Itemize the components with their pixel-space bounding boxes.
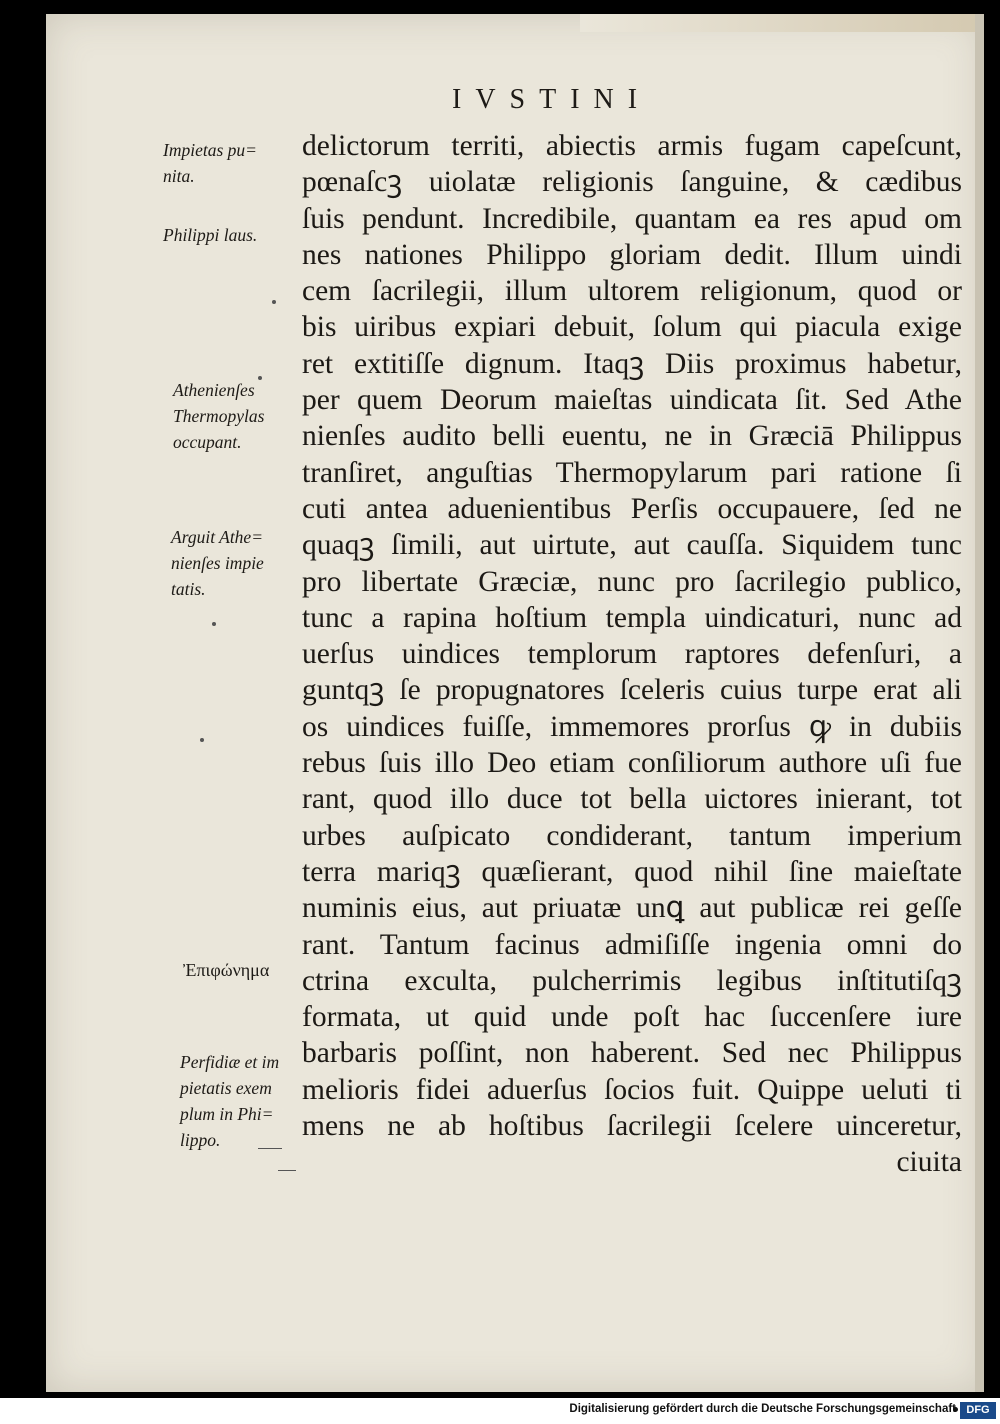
text-line: cem ſacrilegii, illum ultorem religionum, quod or (302, 275, 962, 308)
text-line: os uindices fuiſſe, immemores prorſus ꝙ in dubiis (302, 710, 962, 743)
text-line: delictorum territi, abiectis armis fugam capeſcunt, (302, 130, 962, 162)
ink-speck (200, 738, 204, 742)
ink-dash (278, 1170, 296, 1171)
text-line: uerſus uindices templorum raptores defenſuri, a (302, 638, 962, 671)
page-edge (975, 14, 984, 1392)
body-text (302, 128, 962, 1181)
text-line: tunc a rapina hoſtium templa uindicaturi, nunc ad (302, 601, 962, 634)
text-line: formata, ut quid unde poſt hac ſuccenſere iure (302, 1001, 962, 1034)
catchword: ciuita (896, 1146, 962, 1179)
text-line: melioris fidei aduerſus ſocios fuit. Quippe ueluti ti (302, 1073, 962, 1106)
text-line: ctrina exculta, pulcherrimis legibus inſtitutiſqꝫ (302, 964, 962, 997)
marginal-note: Athenienſes Thermopylas occupant. (173, 380, 265, 452)
marginal-note: Impietas pu= nita. (163, 140, 257, 186)
marginal-note: Perfidiæ et im pietatis exem plum in Phi= lippo. (180, 1052, 280, 1150)
text-line: nienſes audito belli euentu, ne in Græciā Philippus (302, 420, 962, 453)
text-line: rebus ſuis illo Deo etiam conſiliorum authore uſi fue (302, 747, 962, 780)
marginal-note: Philippi laus. (163, 225, 258, 245)
text-line: rant. Tantum facinus admiſiſſe ingenia omni do (302, 928, 962, 961)
text-line: ret extitiſſe dignum. Itaqꝫ Diis proximus habetur, (302, 347, 962, 380)
ink-speck (212, 622, 216, 626)
ink-speck (258, 376, 262, 380)
text-line: bis uiribus expiari debuit, ſolum qui piacula exige (302, 311, 962, 344)
text-line: pœnaſcꝫ uiolatæ religionis ſanguine, & cædibus (302, 166, 962, 199)
page-shadow (580, 14, 984, 32)
text-line: ſuis pendunt. Incredibile, quantam ea res apud om (302, 202, 962, 235)
text-line: rant, quod illo duce tot bella uictores inierant, tot (302, 783, 962, 816)
text-line: cuti antea aduenientibus Perſis occupauere, ſed ne (302, 492, 962, 525)
marginal-note: Arguit Athe= nienſes impie tatis. (171, 527, 264, 599)
text-line: tranſiret, anguſtias Thermopylarum pari ratione ſi (302, 456, 962, 489)
text-line: barbaris poſſint, non haberent. Sed nec Philippus (302, 1037, 962, 1070)
text-line: quaqꝫ ſimili, aut uirtute, aut cauſſa. Siquidem tunc (302, 529, 962, 562)
running-head: IVSTINI (452, 84, 652, 115)
dfg-logo: DFG (960, 1402, 996, 1419)
text-line: numinis eius, aut priuatæ unꝗ aut publicæ rei geſſe (302, 892, 962, 925)
ink-speck (272, 300, 276, 304)
text-line: pro libertate Græciæ, nunc pro ſacrilegio publico, (302, 565, 962, 598)
text-line: terra mariqꝫ quæſierant, quod nihil ſine maieſtate (302, 855, 962, 888)
footer-bar (0, 1398, 1000, 1424)
text-line: urbes auſpicato condiderant, tantum imperium (302, 819, 962, 852)
footer-credit: Digitalisierung gefördert durch die Deutsche Forschungsgemeinschaft (569, 1403, 956, 1415)
text-line: guntqꝫ ſe propugnatores ſceleris cuius turpe erat ali (302, 674, 962, 707)
text-line: nes nationes Philippo gloriam dedit. Illum uindi (302, 238, 962, 271)
text-line: mens ne ab hoſtibus ſacrilegii ſcelere uinceretur, (302, 1110, 962, 1143)
marginal-note: Ἐπιφώνημα (183, 960, 270, 980)
ink-dash (258, 1148, 282, 1149)
text-line: per quem Deorum maieſtas uindicata ſit. Sed Athe (302, 384, 962, 417)
